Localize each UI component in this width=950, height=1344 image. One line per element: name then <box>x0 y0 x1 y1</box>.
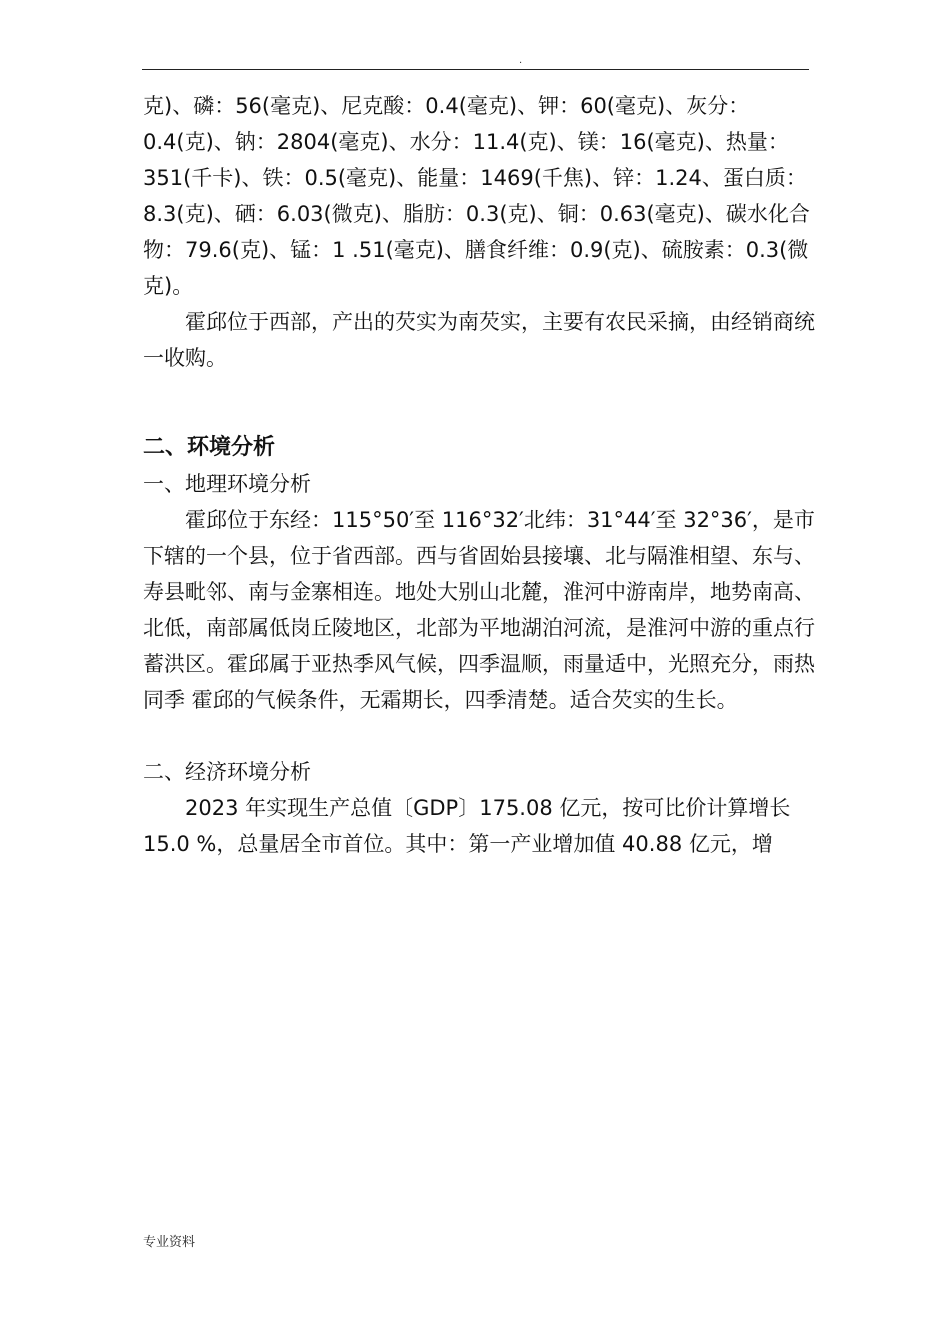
nutrition-paragraph: 克)、磷：56(毫克)、尼克酸：0.4(毫克)、钾：60(毫克)、灰分：0.4(克)、钠：2804(毫克)、水分：11.4(克)、镁：16(毫克)、热量：351(千卡)、铁：0.5(毫克)、能量：1469(千焦)、锌：1.24、蛋白质：8.3(克)、硒：6.03(微克)、脂肪：0.3(克)、铜：0.63(毫克)、碳水化合物：79.6(克)、锰：1 .51(毫克)、膳食纤维：0.9(克)、硫胺素：0.3(微克)。 <box>143 94 810 298</box>
source-paragraph: 霍邱位于西部，产出的芡实为南芡实，主要有农民采摘，由经销商统一收购。 <box>143 310 815 370</box>
footer-label: 专业资料 <box>143 1235 196 1250</box>
spacer <box>143 718 818 754</box>
spacer <box>143 376 818 430</box>
header-dot: . <box>519 55 523 66</box>
subsection-title-geography: 一、地理环境分析 <box>143 472 311 496</box>
geography-paragraph: 霍邱位于东经：115°50′至 116°32′北纬：31°44′至 32°36′，是市下辖的一个县，位于省西部。西与省固始县接壤、北与隔淮相望、东与、寿县毗邻、南与金寨相连。地处大别山北麓，淮河中游南岸，地势南高、北低，南部属低岗丘陵地区，北部为平地湖泊河流，是淮河中游的重点行蓄洪区。霍邱属于亚热季风气候，四季温顺，雨量适中，光照充分，雨热同季 霍邱的气候条件，无霜期长，四季清楚。适合芡实的生长。 <box>143 508 815 712</box>
subsection-title-economy: 二、经济环境分析 <box>143 760 311 784</box>
section-title: 二、环境分析 <box>143 435 276 460</box>
header-rule <box>142 69 809 70</box>
economy-paragraph: 2023 年实现生产总值〔GDP〕175.08 亿元，按可比价计算增长 15.0 %，总量居全市首位。其中：第一产业增加值 40.88 亿元，增 <box>143 796 791 856</box>
document-body <box>143 88 818 862</box>
